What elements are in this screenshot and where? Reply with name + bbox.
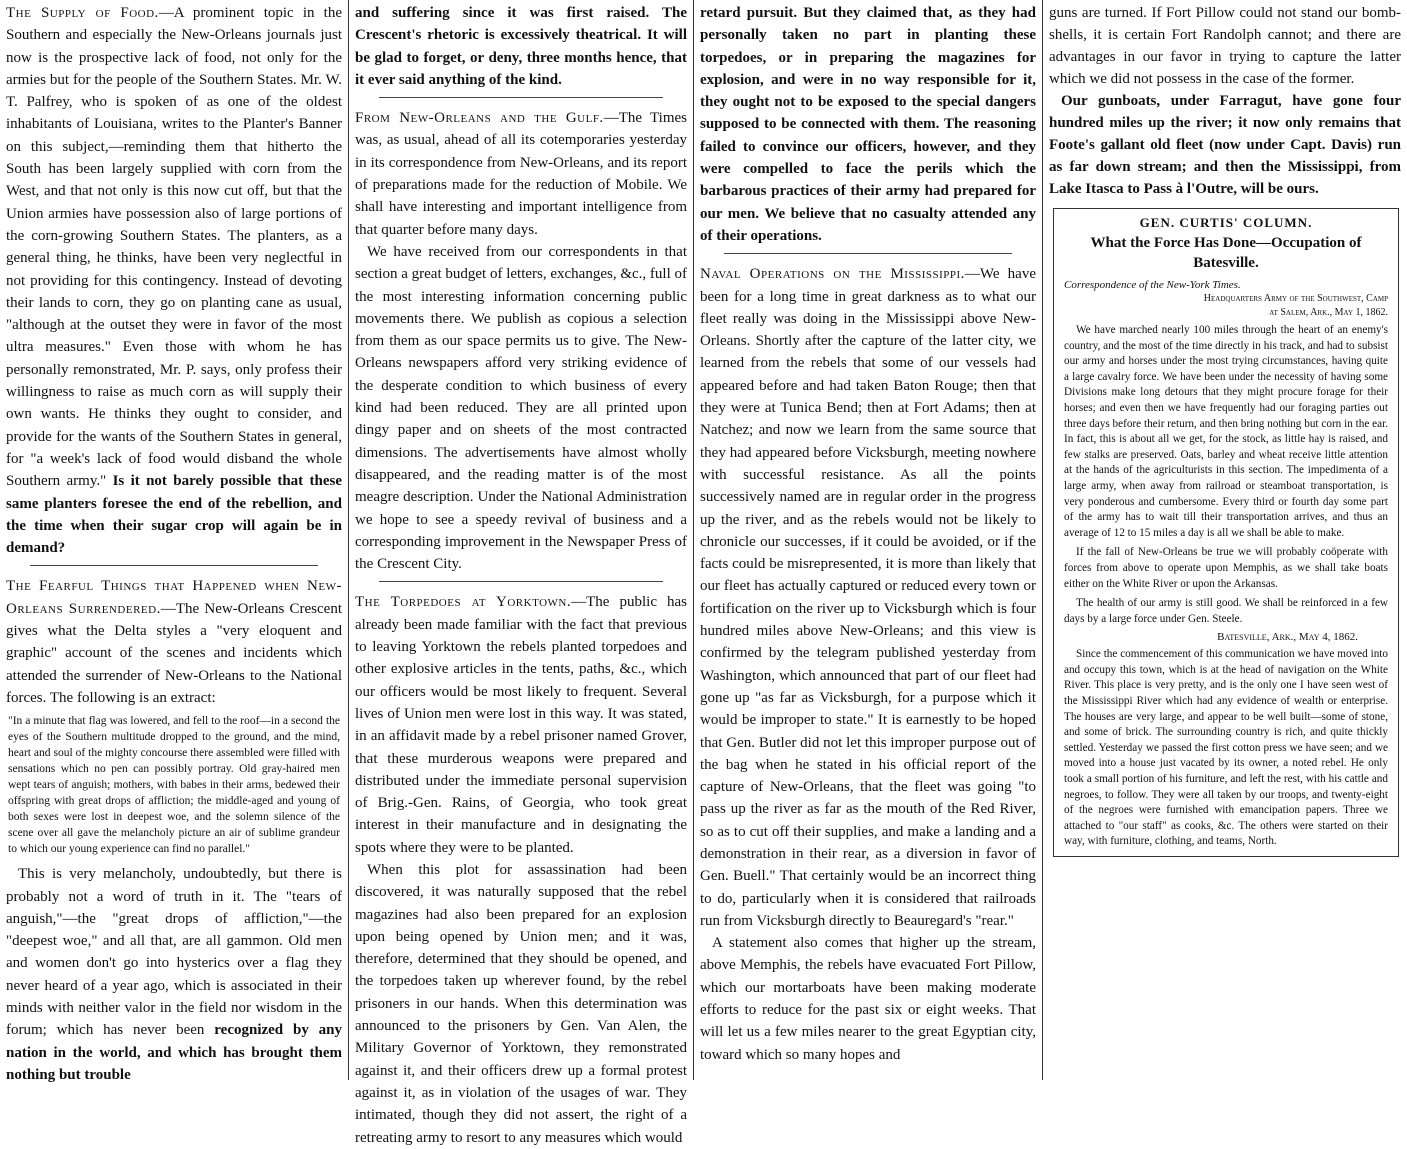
- article-divider: [379, 581, 663, 583]
- headline: The Fearful Things that Happened when New-Orleans Surrendered.: [6, 578, 342, 617]
- article-text: When this plot for assassination had been discovered, it was naturally supposed that the rebel magazines had also been prepared for an explosion upon being opened by Union men; and it was, therefore, determined that they should be opened, and the torpedoes taken up wherever found, by the rebel prisoners in our hands. When this determination was announced to the prisoners by Gen. Van Alen, the Military Governor of Yorktown, they remonstrated against it, and their officers drew up a formal protest against it, as in violation of the usages of war. They intimated, though they did not assert, the right of a retreating army to resort to any measures which would: [355, 861, 687, 1146]
- column-4: [1043, 0, 1407, 1080]
- extract-quote: "In a minute that flag was lowered, and fell to the roof—in a second the eyes of the Southern multitude dropped to the ground, and the mind, heart and soul of the mighty concourse there assembled were filled with sensations which no pen can possibly portray. Old gray-haired men wept tears of anguish; mothers, with babes in their arms, bedewed their offspring with great drops of affliction; the middle-aged and young of both sexes were lost in deepest woe, and the solemn silence of the scene over all gave the melancholy picture an air of sublime grandeur to which our young experience can find no parallel.": [8, 715, 340, 856]
- article-text: This is very melancholy, undoubtedly, but there is probably not a word of truth in it. The "tears of anguish,"—the "great drops of affliction,"—the "deepest woe," and all that, are all gammon. Old men and women don't go into hysterics over a flag they never heard of a year ago, which is associated in their minds with neither valor in the field nor wisdom in the forum; which has never been: [6, 866, 342, 1039]
- article-text: Is it not barely possible that these same planters foresee the end of the rebellion, and the time when their sugar crop will again be in demand?: [6, 473, 343, 557]
- dateline: Batesville, Ark., May 4, 1862.: [1217, 631, 1358, 644]
- article-crescent-continued: [349, 0, 693, 91]
- article-divider: [724, 253, 1012, 255]
- article-fearful-things: [0, 573, 348, 1086]
- article-text: We have marched nearly 100 miles through the heart of an enemy's country, and the most of the time directly in his track, and had to subsist our army and horses under the most trying circumstances, having quite a large cavalry force. We have been under the necessity of having some Divisions make long detours that they might procure forage for their horses; and even then we have frequently had our foraging parties out three days before their return, and then bring nothing but corn in the ear. In fact, this is about all we get, for the stock, as little hay is raised, and few stalks are preserved. Oats, barley and wheat receive little attention at the hands of the agriculturists in this section. The impedimenta of a large army, when away from railroad or steamboat transportation, is very ponderous and cumbersome. Every third or fourth day some part of the army has to wait till their transportation arrives, and thus an average of 12 to 15 miles a day is all we shall be able to make.: [1064, 324, 1388, 539]
- column-2: [349, 0, 693, 1146]
- headline: From New-Orleans and the Gulf.: [355, 110, 604, 127]
- article-text: retard pursuit. But they claimed that, as they had personally taken no part in planting these torpedoes, or in preparing the magazines for explosion, and were in no way responsible for it, they ought not to be exposed to the special dangers supposed to be connected with them. The reasoning failed to convince our officers, however, and they were compelled to face the perils which the barbarous practices of their army had prepared for our men. We believe that no casualty attended any of their operations.: [700, 5, 1036, 244]
- article-title: GEN. CURTIS' COLUMN.: [1139, 215, 1313, 230]
- article-text: The health of our army is still good. We shall be reinforced in a few days by a large force under Gen. Steele.: [1064, 597, 1388, 625]
- article-text: —The public has already been made familiar with the fact that previous to leaving Yorktown the rebels planted torpedoes and other explosive articles in the tents, paths, &c., which our officers would be most likely to frequent. Several lives of Union men were lost in this way. It was stated, in an affidavit made by a rebel prisoner named Grover, that these murderous weapons were prepared and distributed under the immediate personal supervision of Brig.-Gen. Rains, of Georgia, who took great interest in their manufacture and in designating the spots where they were to be planted.: [355, 594, 688, 856]
- article-naval-continued: [1043, 0, 1407, 200]
- article-divider: [379, 97, 663, 99]
- article-text: —The Times was, as usual, ahead of all its cotemporaries yesterday in its correspondence from New-Orleans, and its report of preparations made for the reduction of Mobile. We shall have interesting and important intelligence from that quarter before many days.: [355, 110, 687, 238]
- correspondence-line: Correspondence of the New-York Times.: [1064, 279, 1241, 291]
- article-text: guns are turned. If Fort Pillow could not stand our bomb-shells, it is certain Fort Randolph cannot; and there are advantages in our favor in trying to capture the latter which we did not possess in the case of the former.: [1049, 5, 1401, 87]
- article-text: If the fall of New-Orleans be true we will probably coöperate with forces from above to operate upon Memphis, as we shall take boats either on the White River or upon the Arkansas.: [1064, 546, 1388, 590]
- article-text: recognized by any nation in the world, and which has brought them nothing but trouble: [6, 1022, 343, 1083]
- column-1: [0, 0, 348, 1083]
- article-text: A statement also comes that higher up the stream, above Memphis, the rebels have evacuated Fort Pillow, which our mortarboats have been making moderate efforts to reduce for the past six or eight weeks. That will let us a few miles nearer to the great Egyptian city, toward which so many hopes and: [700, 935, 1036, 1063]
- column-3: [694, 0, 1042, 1080]
- article-new-orleans-gulf: [349, 105, 693, 575]
- article-torpedoes-yorktown: [349, 589, 693, 1148]
- article-text: —We have been for a long time in great darkness as to what our fleet really was doing in the Mississippi above New-Orleans. Shortly after the capture of the latter city, we learned from the rebels that some of our vessels had appeared before and had taken Baton Rouge; then that they were at Tunica Bend; then at Fort Adams; then at Natchez; and now we learn from the same source that they had appeared before Vicksburgh, meeting nowhere with successful resistance. As all the points successively named are in regular order in the progress up the river, and as the rebels would not be likely to chronicle our successes, if it could be avoided, or if the facts could be misrepresented, it is more than likely that our fleet has actually captured or reduced every town or fortification on the river up to Vicksburgh which is four hundred miles above New-Orleans; and this view is confirmed by the telegram published yesterday from Washington, which announced that part of our fleet had gone up "as far as Vicksburgh, for a purpose which it would be improper to state." It is earnestly to be hoped that Gen. Butler did not let this improper purpose out of the bag when he stated in his official report of the capture of New-Orleans, that the fleet was going "to pass up the river as far as the mouth of the Red River, so as to cut off their supplies, and make a landing and a demonstration in their rear, as a diversion in favor of Gen. Buell." That certainly would be an incorrect thing to do, particularly when it is considered that railroads run from Vicksburgh directly to Beauregard's "rear.": [700, 266, 1036, 929]
- article-torpedoes-continued: [694, 0, 1042, 247]
- headline: Naval Operations on the Mississippi.: [700, 266, 965, 283]
- article-text: We have received from our correspondents in that section a great budget of letters, exchanges, &c., full of the most interesting information concerning public movements there. We publish as copious a selection from them as our space permits us to give. The New-Orleans newspapers afford very striking evidence of the desperate condition to which business of every kind had been reduced. They are all printed upon dingy paper and on sheets of the most contracted dimensions. The advertisements have almost wholly disappeared, and the reading matter is of the most meagre description. Under the National Administration we hope to see a speedy revival of business and a corresponding improvement in the Newspaper Press of the Crescent City.: [355, 243, 687, 573]
- article-text: and suffering since it was first raised. The Crescent's rhetoric is excessively theatrical. It will be glad to forget, or deny, three months hence, that it ever said anything of the kind.: [355, 5, 687, 88]
- article-text: —A prominent topic in the Southern and especially the New-Orleans journals just now is the prospective lack of food, not only for the armies but for the people of the Southern States. Mr. W. T. Palfrey, who is spoken of as one of the oldest inhabitants of Louisiana, writes to the Planter's Banner on this subject,—reminding them that hitherto the South has been largely supplied with corn from the West, and that not only is this now cut off, but that the Union armies have possession also of large portions of the corn-growing Southern States. The planters, as a general thing, he thinks, have been very neglectful in not providing for this contingency. Instead of devoting their lands to corn, they go on planting cane as usual, "although at the outset they were in favor of the most ultra measures." Even those with whom he has personally remonstrated, Mr. P. says, only profess their willingness to raise as much corn as will supply their own wants. He thinks they ought to consider, and provide for the wants of the Southern States in general, for "a week's lack of food would disband the whole Southern army.": [6, 5, 342, 490]
- dateline: at Salem, Ark., May 1, 1862.: [1269, 307, 1388, 318]
- article-text: Our gunboats, under Farragut, have gone four hundred miles up the river; it now only remains that Foote's gallant old fleet (now under Capt. Davis) run as far down stream; and then the Mississippi, from Lake Itasca to Pass à l'Outre, will be ours.: [1049, 93, 1401, 197]
- article-curtis-column: [1053, 208, 1399, 857]
- article-divider: [30, 565, 318, 567]
- headline: The Supply of Food.: [6, 5, 159, 21]
- article-supply-of-food: [0, 0, 348, 559]
- article-text: —The New-Orleans Crescent gives what the Delta styles a "very eloquent and graphic" account of the scenes and incidents which attended the surrender of New-Orleans to the National forces. The following is an extract:: [6, 600, 342, 706]
- headline: The Torpedoes at Yorktown.: [355, 594, 572, 611]
- article-text: Since the commencement of this communication we have moved into and occupy this town, which is at the head of navigation on the White River. This place is very pretty, and is the only one I have seen west of the Mississippi River which had any evidence of wealth or enterprise. The houses are very large, and appear to be well built—some of stone, and some of brick. The surrounding country is rich, and quite thickly settled. Yesterday we passed the first cotton press we have seen; and we moved into a house just vacated by its owner, a noted rebel. He only took a small portion of his furniture, and left the rest, with his cattle and negroes, to follow. They were all taken by our troops, and twenty-eight of the negroes were furnished with emancipation papers. Three we attached to "our staff" as cooks, &c. The others were started on their way, with furniture, clothing, and teams, North.: [1064, 648, 1388, 848]
- dateline: Headquarters Army of the Southwest, Camp: [1203, 293, 1388, 304]
- article-naval-operations: [694, 261, 1042, 1066]
- article-subtitle: What the Force Has Done—Occupation of Batesville.: [1090, 235, 1362, 271]
